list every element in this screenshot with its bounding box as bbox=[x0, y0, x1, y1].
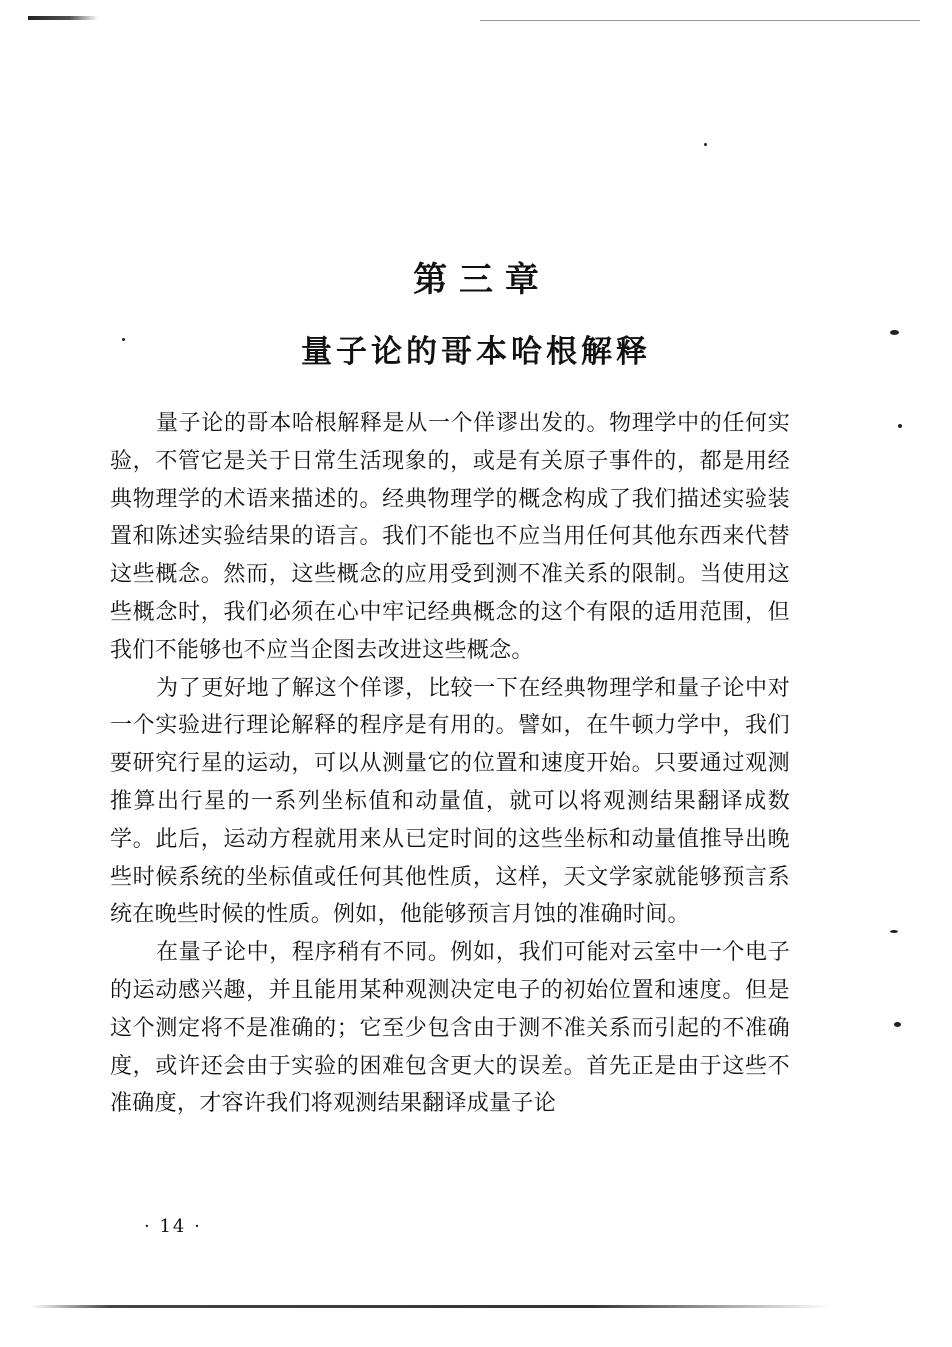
scan-edge-top-right bbox=[480, 20, 920, 21]
page-number: · 14 · bbox=[144, 1216, 202, 1237]
chapter-number: 第 三 章 bbox=[413, 260, 539, 300]
scan-speck bbox=[894, 1022, 901, 1027]
paragraph: 在量子论中，程序稍有不同。例如，我们可能对云室中一个电子的运动感兴趣，并且能用某种观测决定电子的初始位置和速度。但是这个测定将不是准确的；它至少包含由于测不准关系而引起的不准确度，或许还会由于实验的困难包含更大的误差。首先正是由于这些不准确度，才容许我们将观测结果翻译成量子论 bbox=[110, 940, 790, 1117]
scan-speck bbox=[898, 424, 902, 428]
paragraph: 为了更好地了解这个佯谬，比较一下在经典物理学和量子论中对一个实验进行理论解释的程序是有用的。譬如，在牛顿力学中，我们要研究行星的运动，可以从测量它的位置和速度开始。只要通过观测推算出行星的一系列坐标值和动量值，就可以将观测结果翻译成数学。此后，运动方程就用来从已定时间的这些坐标和动量值推导出晚些时候系统的坐标值或任何其他性质，这样，天文学家就能够预言系统在晚些时候的性质。例如，他能够预言月蚀的准确时间。 bbox=[110, 675, 790, 928]
scan-speck bbox=[890, 930, 898, 933]
scan-edge-bottom bbox=[30, 1305, 830, 1308]
chapter-title: 量子论的哥本哈根解释 bbox=[301, 334, 651, 370]
paragraph: 量子论的哥本哈根解释是从一个佯谬出发的。物理学中的任何实验，不管它是关于日常生活现象的，或是有关原子事件的，都是用经典物理学的术语来描述的。经典物理学的概念构成了我们描述实验装置和陈述实验结果的语言。我们不能也不应当用任何其他东西来代替这些概念。然而，这些概念的应用受到测不准关系的限制。当使用这些概念时，我们必须在心中牢记经典概念的这个有限的适用范围，但我们不能够也不应当企图去改进这些概念。 bbox=[110, 411, 790, 663]
scan-edge-top-left bbox=[28, 16, 98, 20]
scan-speck bbox=[704, 143, 707, 146]
body-text bbox=[110, 405, 790, 1123]
